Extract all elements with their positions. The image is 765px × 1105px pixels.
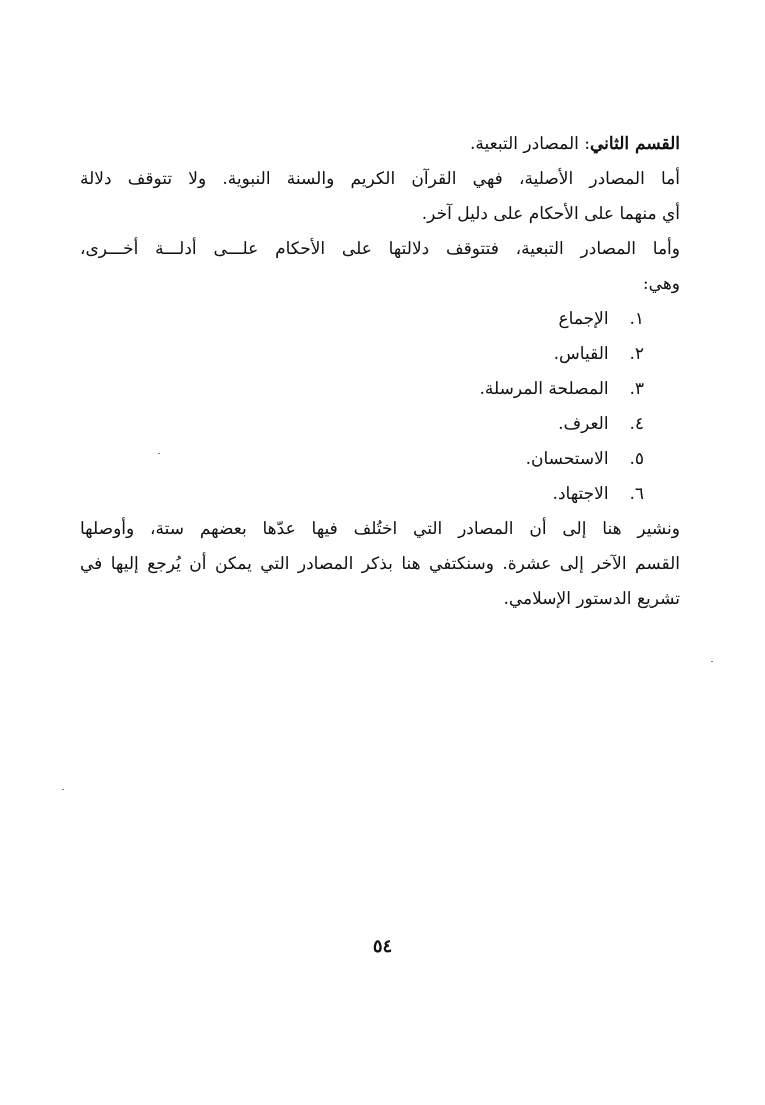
list-item-text: المصلحة المرسلة.	[479, 379, 609, 399]
list-item-text: القياس.	[553, 344, 609, 364]
list-item	[80, 477, 644, 512]
paragraph-1-line-1: أما المصادر الأصلية، فهي القرآن الكريم والسنة النبوية. ولا تتوقف دلالة	[80, 169, 680, 189]
scan-speck	[62, 789, 64, 790]
section-label: القسم الثاني	[589, 134, 680, 154]
paragraph-2-line-2: وهي:	[642, 274, 680, 294]
list-item	[80, 372, 644, 407]
section-heading	[80, 127, 680, 162]
list-item-number: ٦.	[629, 484, 644, 504]
scan-speck	[158, 453, 160, 454]
page-number: ٥٤	[372, 936, 393, 957]
list-item-number: ١.	[629, 309, 644, 329]
list-item	[80, 337, 644, 372]
paragraph-1-line-2: أي منهما على الأحكام على دليل آخر.	[421, 204, 680, 224]
list-item-text: الاستحسان.	[525, 449, 609, 469]
list-item	[80, 302, 644, 337]
closing-line-1: ونشير هنا إلى أن المصادر التي اختُلف فيها عدّها بعضهم ستة، وأوصلها	[80, 519, 680, 539]
list-item-text: الإجماع	[558, 309, 609, 329]
section-title: : المصادر التبعية.	[470, 134, 590, 154]
list-item-number: ٥.	[629, 449, 644, 469]
list-item-text: العرف.	[558, 414, 609, 434]
closing-line-3: تشريع الدستور الإسلامي.	[503, 589, 680, 609]
list-item-number: ٣.	[629, 379, 644, 399]
list-item-number: ٢.	[629, 344, 644, 364]
list-item	[80, 442, 644, 477]
sources-list	[80, 302, 644, 512]
paragraph-2-line-1: وأما المصادر التبعية، فتتوقف دلالتها على الأحكام علـــى أدلـــة أخـــرى،	[80, 239, 680, 259]
list-item-text: الاجتهاد.	[552, 484, 609, 504]
list-item	[80, 407, 644, 442]
body-text	[80, 127, 680, 617]
scan-speck	[711, 661, 713, 662]
list-item-number: ٤.	[629, 414, 644, 434]
closing-line-2: القسم الآخر إلى عشرة. وسنكتفي هنا بذكر المصادر التي يمكن أن يُرجع إليها في	[80, 554, 680, 574]
